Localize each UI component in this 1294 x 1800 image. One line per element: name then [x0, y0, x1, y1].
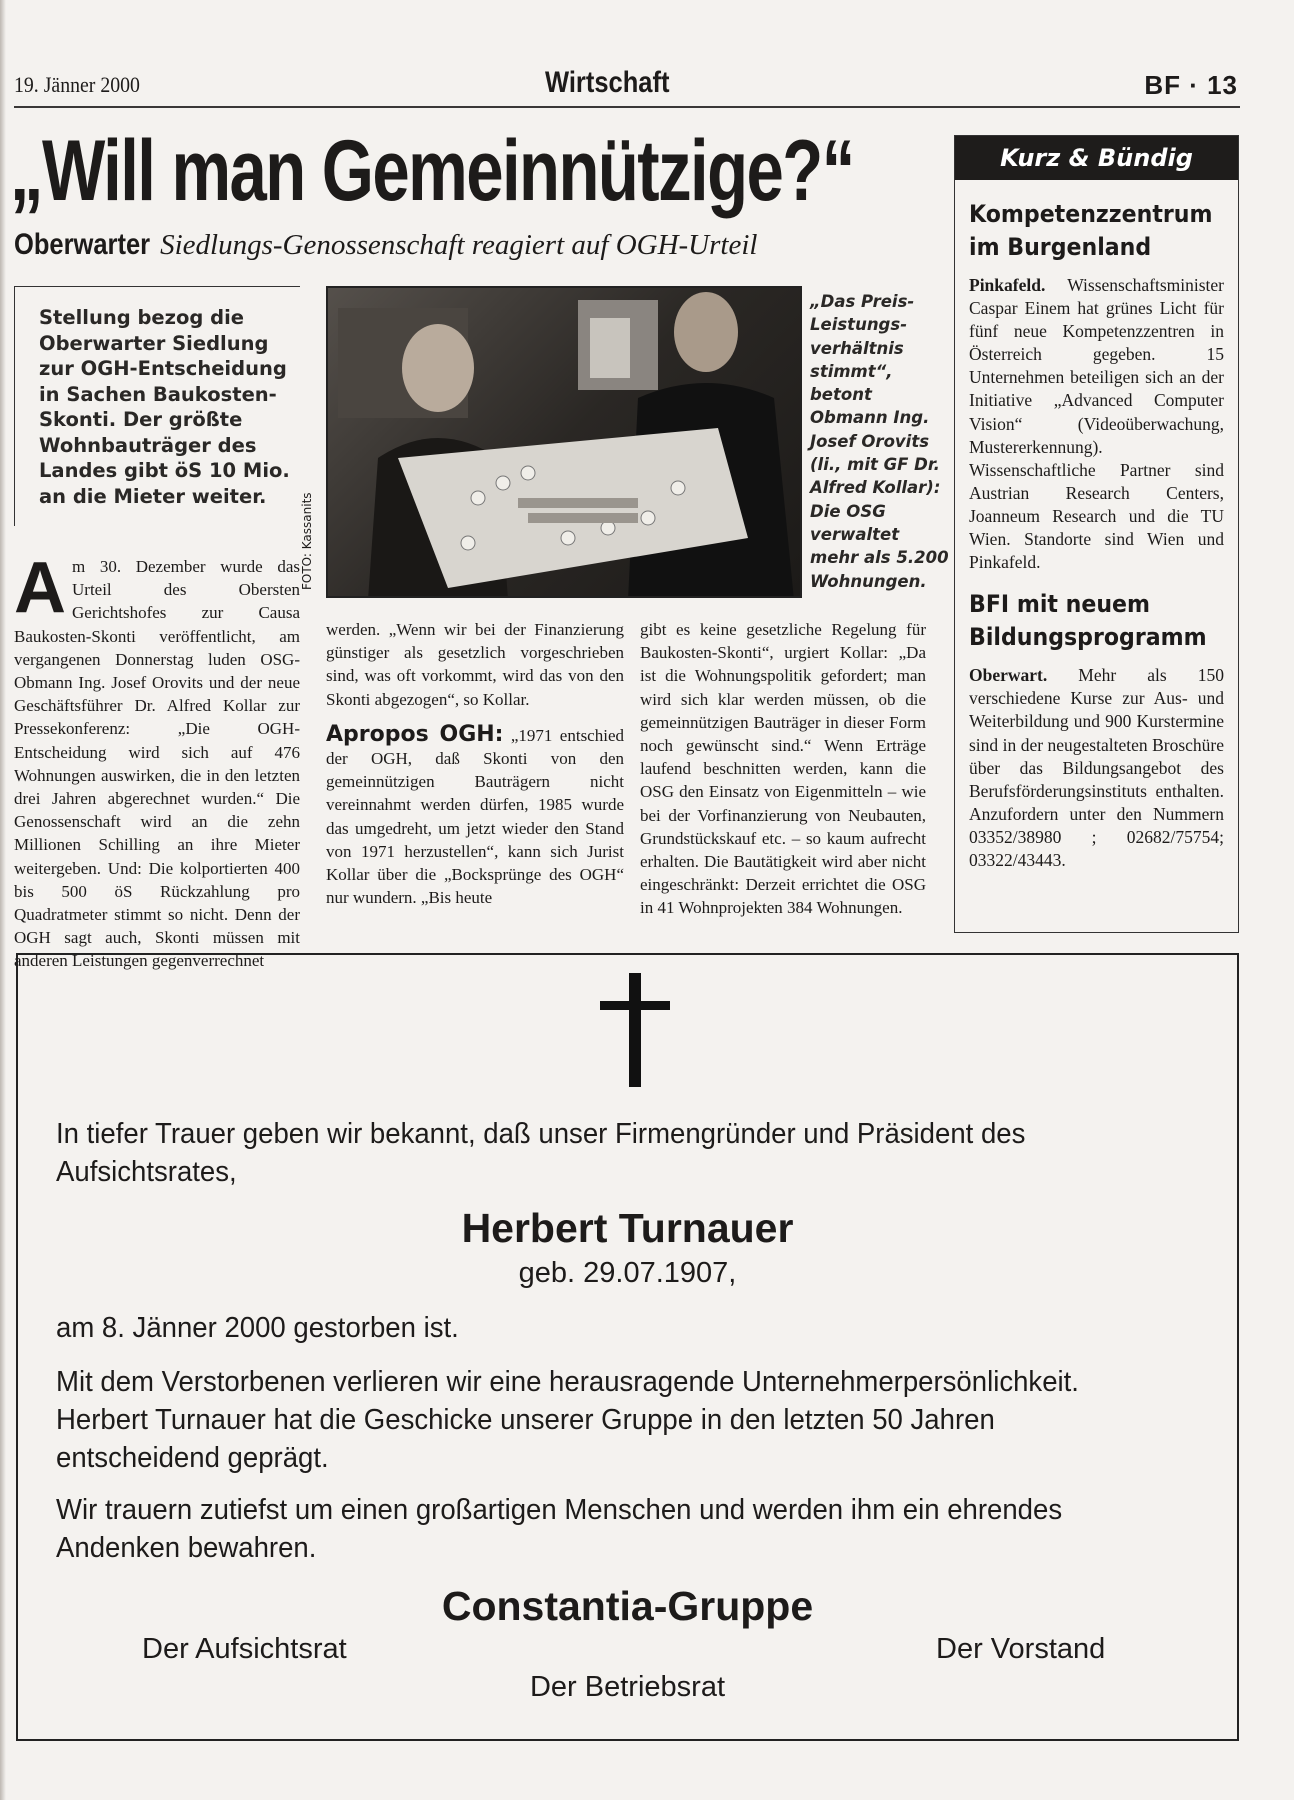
article-subtitle — [14, 228, 757, 262]
obituary-line: In tiefer Trauer geben wir bekannt, daß unser Firmengründer und Präsident des — [56, 1118, 1026, 1150]
column-1-text: m 30. Dezember wurde das Urteil des Obersten Gerichtshofes zur Causa Baukosten-Skonti veröffentlicht, am vergangenen Donnerstag luden OSG-Obmann Ing. Josef Orovits und der neue Geschäftsführer Dr. Alfred Kollar zur Pressekonferenz: „Die OGH-Entscheidung wird sich auf 476 Wohnungen auswirken, die in den letzten drei Jahren abgerechnet wurden.“ Die Genossenschaft wird an die zehn Millionen Schilling an ihre Mieter weitergeben. Und: Die kolportierten 400 bis 500 öS Rückzahlung pro Quadratmeter stimmt so nicht. Denn der OGH sagt auch, Skonti müssen mit anderen Leistungen gegenverrechnet — [14, 557, 300, 971]
article-column-2 — [326, 618, 624, 921]
subtitle-bold: Oberwarter — [14, 228, 151, 261]
photo-caption: „Das Preis-Leistungs-verhältnis stimmt“, betont Obmann Ing. Josef Orovits (li., mit GF Dr. Alfred Kollar): Die OSG verwaltet mehr als 5.200 Wohnungen. — [810, 292, 949, 591]
obituary-line: Aufsichtsrates, — [56, 1156, 237, 1188]
person-left-head — [402, 324, 474, 412]
drop-cap: A — [14, 548, 66, 628]
death-date: am 8. Jänner 2000 gestorben ist. — [56, 1312, 459, 1344]
kurz-box-title: Kurz & Bündig — [955, 136, 1238, 180]
obituary-line: Wir trauern zutiefst um einen großartigen Menschen und werden ihm ein ehrendes — [56, 1494, 1063, 1526]
obituary-line: Andenken bewahren. — [56, 1532, 317, 1564]
obituary-line: Mit dem Verstorbenen verlieren wir eine herausragende Unternehmerpersönlichkeit. — [56, 1366, 1079, 1398]
article-column-1 — [14, 548, 300, 973]
obituary-notice — [16, 953, 1239, 1741]
column-2-paragraph: werden. „Wenn wir bei der Finanzierung günstiger als gesetzlich vorgeschrieben sind, was oft vorkommt, wird das von den Skonti abgezogen“, so Kollar. — [326, 620, 624, 709]
obituary-line: Herbert Turnauer hat die Geschicke unserer Gruppe in den letzten 50 Jahren — [56, 1404, 995, 1436]
cross-icon — [629, 973, 641, 1087]
brief-text: Pinkafeld. Wissenschaftsminister Caspar Einem hat grünes Licht für fünf neue Kompetenzzentren in Österreich gegeben. 15 Unternehmen beteiligen sich an der Initiative „Advanced Computer Vision“ (Videoüberwachung, Mustererkennung). Wissenschaftliche Partner sind Austrian Research Centers, Joanneum Research und die TU Wien. Standorte sind Wien und Pinkafeld. — [969, 275, 1224, 573]
cross-icon-bar — [600, 1001, 670, 1010]
brief-heading: BFI mit neuem Bildungsprogramm — [969, 590, 1207, 652]
photo-credit: FOTO: Kassanits — [300, 492, 314, 590]
brief-text: Oberwart. Mehr als 150 verschiedene Kurse zur Aus- und Weiterbildung und 900 Kurstermine sind in der neugestalteten Broschüre über das Bildungsangebot des Berufsförderungsinstituts enthalten. Anzufordern unter den Nummern 03352/38980 ; 02682/75754; 03322/43443. — [969, 665, 1224, 870]
run-in-heading: Apropos OGH: — [326, 721, 504, 747]
article-intro: Stellung bezog die Oberwarter Siedlung zur OGH-Entscheidung in Sachen Baukosten-Skonti. Der größte Wohnbauträger des Landes gibt öS 10 Mio. an die Mieter weiter. — [14, 286, 300, 526]
person-right-head — [674, 292, 738, 372]
page-number: BF · 13 — [1144, 70, 1238, 100]
header-rule — [14, 106, 1240, 108]
article-headline: „Will man Gemeinnützige?“ — [10, 123, 854, 219]
kurz-buendig-box — [954, 135, 1239, 933]
article-photo — [326, 286, 802, 598]
subtitle-italic: Siedlungs-Genossenschaft reagiert auf OGH-Urteil — [160, 229, 758, 261]
signature-executive-board: Der Vorstand — [936, 1633, 1106, 1665]
obituary-line: entscheidend geprägt. — [56, 1442, 329, 1474]
section-title: Wirtschaft — [545, 66, 670, 99]
birth-date: geb. 29.07.1907, — [518, 1257, 737, 1289]
signature-supervisory-board: Der Aufsichtsrat — [142, 1633, 347, 1665]
company-name: Constantia-Gruppe — [441, 1583, 814, 1629]
brief-heading: Kompetenzzentrum im Burgenland — [969, 200, 1213, 261]
photo-illustration — [328, 288, 802, 598]
article-column-3: gibt es keine gesetzliche Regelung für Baukosten-Skonti“, urgiert Kollar: „Da ist die Wohnungspolitik gefordert; man wird sich klar werden müssen, ob die gemeinnützigen Bauträger in dieser Form noch gewünscht sind.“ Wenn Erträge laufend beschnitten werden, kann die OSG den Einsatz von Eigenmitteln – wie bei der Vorfinanzierung von Neubauten, Grundstückskauf etc. – so kaum aufrecht erhalten. Die Bautätigkeit wird aber nicht eingeschränkt: Derzeit errichtet die OSG in 41 Wohnprojekten 384 Wohnungen. — [640, 620, 926, 918]
deceased-name: Herbert Turnauer — [461, 1205, 794, 1251]
signature-works-council: Der Betriebsrat — [529, 1671, 725, 1703]
page-binding-shadow — [0, 0, 6, 1800]
issue-date: 19. Jänner 2000 — [14, 72, 140, 97]
column-2-paragraph: „1971 entschied der OGH, daß Skonti von den gemeinnützigen Bauträgern nicht vereinnahmt werden dürfen, 1985 wurde das umgedreht, um jetzt wieder den Stand von 1971 herzustellen“, kann sich Jurist Kollar über die „Bocksprünge des OGH“ nur wundern. „Bis heute — [326, 725, 624, 908]
